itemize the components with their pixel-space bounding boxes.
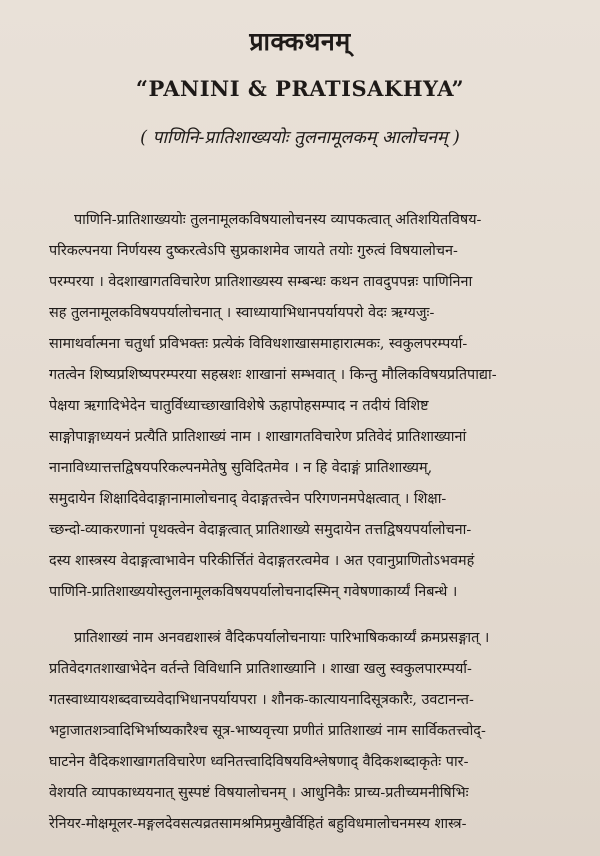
text-line: गतस्वाध्यायशब्दवाच्यवेदाभिधानपर्यायपरा । शौनक-कात्यायनादिसूत्रकारैः, उवटानन्त-	[49, 692, 474, 708]
text-line: पाणिनि-प्रातिशाख्ययोः तुलनामूलकविषयालोचनस्य व्यापकत्वात् अतिशयितविषय-	[74, 212, 482, 228]
text-line: नानाविध्यात्तत्तद्विषयपरिकल्पनमेतेषु सुविदितमेव । न हि वेदाङ्गं प्रातिशाख्यम्,	[49, 460, 433, 476]
text-line: सामाथर्वात्मना चतुर्धा प्रविभक्तः प्रत्येकं विविधशाखासमाहारात्मकः, स्वकुलपरम्पर्या-	[49, 336, 468, 352]
text-line: सह तुलनामूलकविषयपर्यालोचनात् । स्वाध्यायाभिधानपर्यायपरो वेदः ऋग्यजुः-	[49, 305, 435, 321]
text-line: परिकल्पनया निर्णयस्य दुष्करत्वेऽपि सुप्रकाशमेव जायते तयोः गुरुत्वं विषयालोचन-	[49, 243, 458, 259]
sanskrit-subtitle: ( पाणिनि-प्रातिशाख्ययोः तुलनामूलकम् आलोचनम् )	[140, 128, 460, 148]
text-line: गतत्वेन शिष्यप्रशिष्यपरम्परया सहस्रशः शाखानां सम्भवात् । किन्तु मौलिकविषयप्रतिपाद्या-	[49, 367, 497, 383]
text-line: भट्टाजातशत्र्वादिभिर्भाष्यकारैश्च सूत्र-भाष्यवृत्त्या प्रणीतं प्रातिशाख्यं नाम सार्विकतत्त्वोद्-	[49, 723, 486, 739]
text-line: प्रतिवेदगतशाखाभेदेन वर्तन्ते विविधानि प्रातिशाख्यानि । शाखा खलु स्वकुलपारम्पर्या-	[49, 661, 472, 677]
text-line: परम्परया । वेदशाखागतविचारेण प्रातिशाख्यस्य सम्बन्धः कथन तावदुपपन्नः पाणिनिना	[49, 274, 473, 290]
text-line: च्छन्दो-व्याकरणानां पृथक्त्वेन वेदाङ्गत्वात् प्रातिशाख्ये समुदायेन तत्तद्विषयपर्यालोचना-	[49, 522, 472, 538]
text-line: पाणिनि-प्रातिशाख्ययोस्तुलनामूलकविषयपर्यालोचनादस्मिन् गवेषणाकार्य्यं निबन्धे ।	[49, 584, 458, 600]
text-line: दस्य शास्त्रस्य वेदाङ्गत्वाभावेन परिकीर्त्तितं वेदाङ्गतरत्वमेव । अत एवानुप्राणितोऽभवमहं	[49, 553, 475, 569]
text-line: वेशयति व्यापकाध्ययनात् सुस्पष्टं विषयालोचनम् । आधुनिकैः प्राच्य-प्रतीच्यमनीषिभिः	[49, 785, 469, 801]
text-line: पेक्षया ऋगादिभेदेन चातुर्विध्याच्छाखाविशेषे ऊहापोहसम्पाद न तदीयं विशिष्ट	[49, 398, 429, 414]
text-line: रेनियर-मोक्षमूलर-मङ्गलदेवसत्यव्रतसामश्रमिप्रमुखैर्विहितं बहुविधमालोचनमस्य शास्त्र-	[49, 816, 467, 832]
english-subtitle: “PANINI & PRATISAKHYA”	[135, 76, 465, 101]
text-line: घाटनेन वैदिकशाखागतविचारेण ध्वनितत्त्वादिविषयविश्लेषणाद् वैदिकशब्दाकृतेः पार-	[49, 754, 469, 770]
text-line: साङ्गोपाङ्गाध्ययनं प्रत्यैति प्रातिशाख्यं नाम । शाखागतविचारेण प्रतिवेदं प्रातिशाख्यानां	[49, 429, 467, 445]
text-line: समुदायेन शिक्षादिवेदाङ्गानामालोचनाद् वेदाङ्गतत्त्वेन परिगणनमपेक्षत्वात् । शिक्षा-	[49, 491, 447, 507]
text-line: प्रातिशाख्यं नाम अनवद्यशास्त्रं वैदिकपर्यालोचनायाः पारिभाषिककार्य्यं क्रमप्रसङ्गात् ।	[74, 630, 490, 646]
page-title: प्राक्कथनम्	[249, 27, 351, 56]
